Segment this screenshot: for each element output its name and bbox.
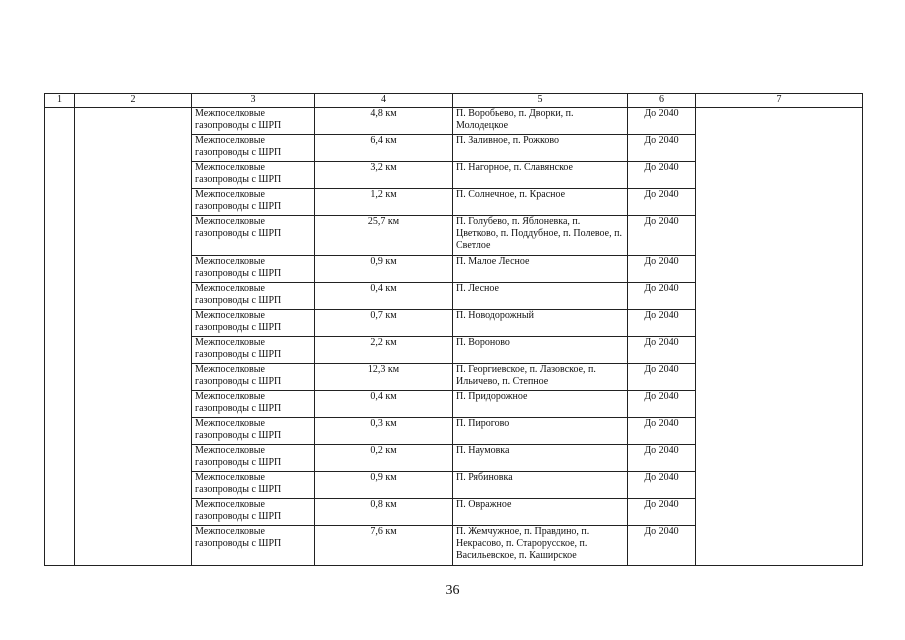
cell-places: П. Придорожное bbox=[453, 391, 628, 418]
cell-term: До 2040 bbox=[628, 472, 696, 499]
col2-merged bbox=[75, 108, 192, 566]
cell-type: Межпоселковые газопроводы с ШРП bbox=[192, 526, 315, 566]
cell-term: До 2040 bbox=[628, 108, 696, 135]
cell-term: До 2040 bbox=[628, 418, 696, 445]
col-header-6: 6 bbox=[628, 94, 696, 108]
cell-term: До 2040 bbox=[628, 499, 696, 526]
cell-type: Межпоселковые газопроводы с ШРП bbox=[192, 337, 315, 364]
cell-length: 0,8 км bbox=[315, 499, 453, 526]
cell-places: П. Нагорное, п. Славянское bbox=[453, 162, 628, 189]
cell-term: До 2040 bbox=[628, 445, 696, 472]
cell-length: 12,3 км bbox=[315, 364, 453, 391]
cell-type: Межпоселковые газопроводы с ШРП bbox=[192, 445, 315, 472]
cell-length: 0,3 км bbox=[315, 418, 453, 445]
cell-length: 0,7 км bbox=[315, 310, 453, 337]
cell-places: П. Малое Лесное bbox=[453, 256, 628, 283]
cell-length: 0,4 км bbox=[315, 391, 453, 418]
cell-type: Межпоселковые газопроводы с ШРП bbox=[192, 472, 315, 499]
cell-length: 0,4 км bbox=[315, 283, 453, 310]
cell-term: До 2040 bbox=[628, 283, 696, 310]
cell-term: До 2040 bbox=[628, 526, 696, 566]
cell-term: До 2040 bbox=[628, 364, 696, 391]
cell-places: П. Вороново bbox=[453, 337, 628, 364]
col1-merged bbox=[45, 108, 75, 566]
cell-type: Межпоселковые газопроводы с ШРП bbox=[192, 310, 315, 337]
cell-term: До 2040 bbox=[628, 135, 696, 162]
cell-term: До 2040 bbox=[628, 216, 696, 256]
cell-length: 0,9 км bbox=[315, 472, 453, 499]
cell-term: До 2040 bbox=[628, 162, 696, 189]
col-header-5: 5 bbox=[453, 94, 628, 108]
cell-places: П. Заливное, п. Рожково bbox=[453, 135, 628, 162]
cell-type: Межпоселковые газопроводы с ШРП bbox=[192, 256, 315, 283]
page-number: 36 bbox=[445, 583, 460, 598]
cell-length: 6,4 км bbox=[315, 135, 453, 162]
cell-term: До 2040 bbox=[628, 310, 696, 337]
cell-places: П. Голубево, п. Яблоневка, п. Цветково, п. Поддубное, п. Полевое, п. Светлое bbox=[453, 216, 628, 256]
cell-length: 3,2 км bbox=[315, 162, 453, 189]
cell-term: До 2040 bbox=[628, 256, 696, 283]
cell-places: П. Пирогово bbox=[453, 418, 628, 445]
cell-term: До 2040 bbox=[628, 189, 696, 216]
cell-term: До 2040 bbox=[628, 391, 696, 418]
cell-type: Межпоселковые газопроводы с ШРП bbox=[192, 364, 315, 391]
cell-type: Межпоселковые газопроводы с ШРП bbox=[192, 418, 315, 445]
cell-type: Межпоселковые газопроводы с ШРП bbox=[192, 189, 315, 216]
cell-length: 1,2 км bbox=[315, 189, 453, 216]
col7-merged bbox=[696, 108, 863, 566]
col-header-3: 3 bbox=[192, 94, 315, 108]
cell-length: 7,6 км bbox=[315, 526, 453, 566]
cell-length: 25,7 км bbox=[315, 216, 453, 256]
cell-type: Межпоселковые газопроводы с ШРП bbox=[192, 162, 315, 189]
cell-type: Межпоселковые газопроводы с ШРП bbox=[192, 135, 315, 162]
cell-places: П. Жемчужное, п. Правдино, п. Некрасово, п. Старорусское, п. Васильевское, п. Каширское bbox=[453, 526, 628, 566]
cell-term: До 2040 bbox=[628, 337, 696, 364]
cell-places: П. Овражное bbox=[453, 499, 628, 526]
cell-places: П. Новодорожный bbox=[453, 310, 628, 337]
cell-type: Межпоселковые газопроводы с ШРП bbox=[192, 499, 315, 526]
gas-pipeline-table bbox=[44, 93, 863, 566]
table-row bbox=[45, 108, 863, 135]
cell-type: Межпоселковые газопроводы с ШРП bbox=[192, 108, 315, 135]
cell-places: П. Наумовка bbox=[453, 445, 628, 472]
header-row bbox=[45, 94, 863, 108]
cell-length: 0,2 км bbox=[315, 445, 453, 472]
cell-places: П. Солнечное, п. Красное bbox=[453, 189, 628, 216]
cell-length: 0,9 км bbox=[315, 256, 453, 283]
col-header-2: 2 bbox=[75, 94, 192, 108]
cell-length: 2,2 км bbox=[315, 337, 453, 364]
cell-length: 4,8 км bbox=[315, 108, 453, 135]
cell-places: П. Лесное bbox=[453, 283, 628, 310]
col-header-7: 7 bbox=[696, 94, 863, 108]
cell-places: П. Воробьево, п. Дворки, п. Молодецкое bbox=[453, 108, 628, 135]
cell-type: Межпоселковые газопроводы с ШРП bbox=[192, 391, 315, 418]
cell-type: Межпоселковые газопроводы с ШРП bbox=[192, 216, 315, 256]
cell-type: Межпоселковые газопроводы с ШРП bbox=[192, 283, 315, 310]
cell-places: П. Рябиновка bbox=[453, 472, 628, 499]
col-header-1: 1 bbox=[45, 94, 75, 108]
col-header-4: 4 bbox=[315, 94, 453, 108]
cell-places: П. Георгиевское, п. Лазовское, п. Ильичево, п. Степное bbox=[453, 364, 628, 391]
